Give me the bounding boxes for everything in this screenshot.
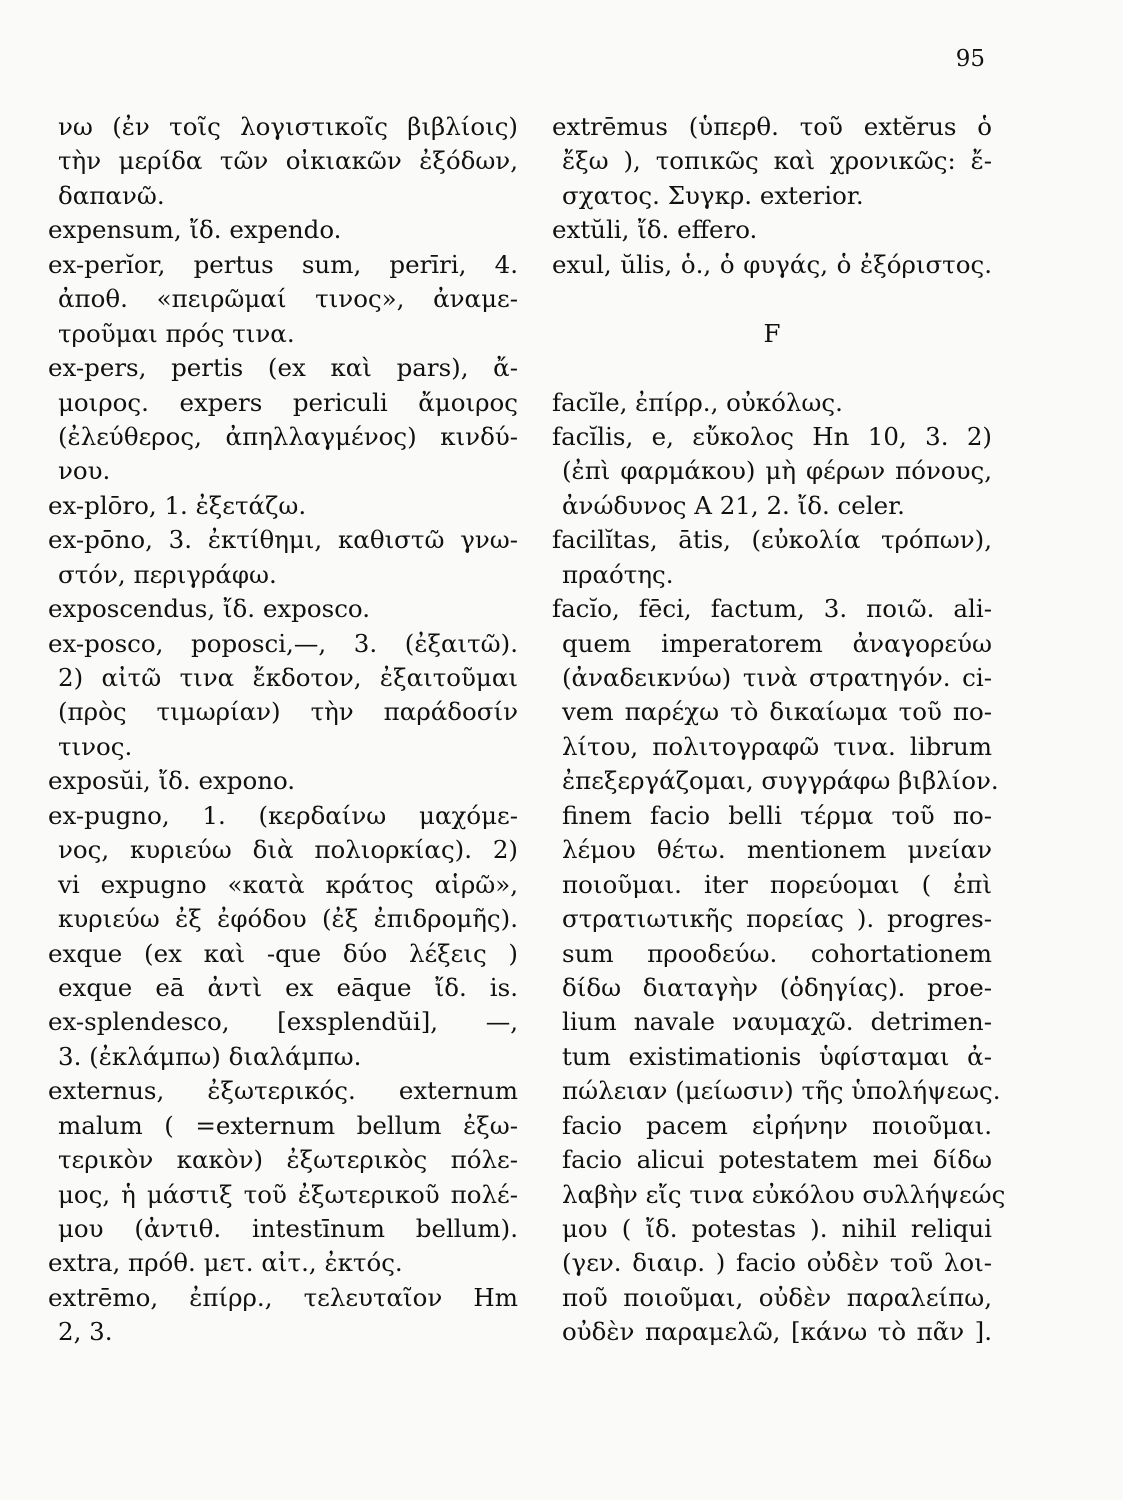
dictionary-line: extrēmo, ἐπίρρ., τελευταῖον Hm bbox=[48, 1282, 518, 1312]
dictionary-line: ex-splendesco, [exsplendŭi], —, bbox=[48, 1007, 518, 1037]
dictionary-line: σχατος. Συγκρ. exterior. bbox=[562, 180, 864, 210]
dictionary-line bbox=[552, 282, 992, 316]
dictionary-line: extra, πρόθ. μετ. αἰτ., ἐκτός. bbox=[48, 1248, 403, 1278]
left-column bbox=[48, 110, 518, 1350]
dictionary-line: vi expugno «κατὰ κράτος αἱρῶ», bbox=[58, 869, 518, 899]
dictionary-line: (γεν. διαιρ. ) facio οὐδὲν τοῦ λοι- bbox=[562, 1248, 992, 1278]
dictionary-line: ex-pugno, 1. (κερδαίνω μαχόμε- bbox=[48, 800, 518, 830]
dictionary-line: exposŭi, ἴδ. expono. bbox=[48, 766, 296, 796]
dictionary-line: ποῦ ποιοῦμαι, οὐδὲν παραλείπω, bbox=[562, 1282, 992, 1312]
dictionary-line: ἀνώδυνος A 21, 2. ἴδ. celer. bbox=[562, 490, 905, 520]
dictionary-line: τινος. bbox=[58, 731, 133, 761]
dictionary-line: ex-plōro, 1. ἐξετάζω. bbox=[48, 490, 307, 520]
dictionary-line: exposcendus, ἴδ. exposco. bbox=[48, 594, 371, 624]
dictionary-line: facĭlis, e, εὔκολος Hn 10, 3. 2) bbox=[552, 421, 992, 451]
dictionary-line: lium navale ναυμαχῶ. detrimen- bbox=[562, 1007, 992, 1037]
dictionary-line: κυριεύω ἐξ ἐφόδου (ἐξ ἐπιδρομῆς). bbox=[58, 904, 518, 934]
dictionary-line: μου ( ἴδ. potestas ). nihil reliqui bbox=[562, 1214, 992, 1243]
dictionary-line: μοιρος. expers periculi ἄμοιρος bbox=[58, 387, 518, 417]
dictionary-line: quem imperatorem ἀναγορεύω bbox=[562, 628, 992, 658]
dictionary-line: exul, ŭlis, ὁ., ὁ φυγάς, ὁ ἐξόριστος. bbox=[552, 249, 992, 279]
dictionary-line: λίτου, πολιτογραφῶ τινα. librum bbox=[562, 731, 992, 761]
dictionary-line: externus, ἐξωτερικός. externum bbox=[48, 1076, 518, 1106]
dictionary-line: facio pacem εἰρήνην ποιοῦμαι. bbox=[562, 1110, 992, 1140]
dictionary-line: στόν, περιγράφω. bbox=[58, 559, 277, 589]
dictionary-line: 3. (ἐκλάμπω) διαλάμπω. bbox=[58, 1041, 362, 1071]
dictionary-line: malum ( =externum bellum ἐξω- bbox=[58, 1110, 518, 1140]
dictionary-line: exque (ex καὶ -que δύο λέξεις ) bbox=[48, 938, 518, 968]
dictionary-line: τροῦμαι πρός τινα. bbox=[58, 318, 295, 348]
dictionary-line: sum προοδεύω. cohortationem bbox=[562, 938, 992, 968]
dictionary-line: ἀποθ. «πειρῶμαί τινος», ἀναμε- bbox=[58, 284, 518, 314]
right-column bbox=[552, 110, 1006, 1350]
dictionary-line: (ἐπὶ φαρμάκου) μὴ φέρων πόνους, bbox=[562, 456, 992, 486]
section-letter: F bbox=[763, 318, 781, 348]
dictionary-line: λαβὴν εἴς τινα εὐκόλου συλλήψεώς bbox=[562, 1179, 1006, 1209]
dictionary-line: facĭle, ἐπίρρ., οὐκόλως. bbox=[552, 387, 843, 417]
dictionary-line: δαπανῶ. bbox=[58, 180, 165, 210]
dictionary-line: exque eā ἀντὶ ex eāque ἴδ. is. bbox=[58, 972, 518, 1002]
dictionary-line: πώλειαν (μείωσιν) τῆς ὑπολήψεως. bbox=[562, 1076, 1001, 1106]
dictionary-line: δίδω διαταγὴν (ὁδηγίας). proe- bbox=[562, 972, 992, 1002]
dictionary-line: tum existimationis ὑφίσταμαι ἀ- bbox=[562, 1041, 992, 1071]
dictionary-line: νος, κυριεύω διὰ πολιορκίας). 2) bbox=[58, 835, 518, 865]
dictionary-line: στρατιωτικῆς πορείας ). progres- bbox=[562, 904, 992, 934]
dictionary-line: οὐδὲν παραμελῶ, [κάνω τὸ πᾶν ]. bbox=[562, 1317, 992, 1347]
dictionary-line: τερικὸν κακὸν) ἐξωτερικὸς πόλε- bbox=[58, 1145, 518, 1175]
dictionary-line: μου (ἀντιθ. intestīnum bellum). bbox=[58, 1214, 518, 1243]
dictionary-line: 2, 3. bbox=[58, 1317, 113, 1347]
dictionary-line: 2) αἰτῶ τινα ἔκδοτον, ἐξαιτοῦμαι bbox=[58, 663, 518, 692]
dictionary-line: finem facio belli τέρμα τοῦ πο- bbox=[562, 800, 992, 830]
dictionary-line: facio alicui potestatem mei δίδω bbox=[562, 1145, 992, 1175]
dictionary-line: facilĭtas, ātis, (εὐκολία τρόπων), bbox=[552, 525, 992, 555]
dictionary-line: (ἀναδεικνύω) τινὰ στρατηγόν. ci- bbox=[562, 663, 992, 692]
dictionary-line: ἔξω ), τοπικῶς καὶ χρονικῶς: ἔ- bbox=[562, 146, 992, 176]
dictionary-line: μος, ἡ μάστιξ τοῦ ἐξωτερικοῦ πολέ- bbox=[58, 1179, 518, 1209]
dictionary-line: ex-posco, poposci,—, 3. (ἐξαιτῶ). bbox=[48, 628, 518, 658]
dictionary-line: πραότης. bbox=[562, 559, 674, 589]
dictionary-line bbox=[552, 351, 992, 385]
dictionary-line: ποιοῦμαι. iter πορεύομαι ( ἐπὶ bbox=[562, 869, 992, 899]
dictionary-line: ex-pers, pertis (ex καὶ pars), ἄ- bbox=[48, 353, 518, 383]
dictionary-line: facĭo, fēci, factum, 3. ποιῶ. ali- bbox=[552, 594, 992, 624]
page-number: 95 bbox=[955, 46, 985, 72]
dictionary-line: νω (ἐν τοῖς λογιστικοῖς βιβλίοις) bbox=[58, 112, 518, 141]
dictionary-line: vem παρέχω τὸ δικαίωμα τοῦ πο- bbox=[562, 697, 992, 727]
dictionary-line: expensum, ἴδ. expendo. bbox=[48, 215, 342, 245]
dictionary-line: extŭli, ἴδ. effero. bbox=[552, 215, 758, 245]
dictionary-line: ex-perĭor, pertus sum, perīri, 4. bbox=[48, 249, 518, 279]
dictionary-line: (πρὸς τιμωρίαν) τὴν παράδοσίν bbox=[58, 697, 518, 727]
dictionary-line: λέμου θέτω. mentionem μνείαν bbox=[562, 835, 992, 865]
dictionary-line: extrēmus (ὑπερθ. τοῦ extĕrus ὁ bbox=[552, 112, 992, 141]
dictionary-line: (ἐλεύθερος, ἀπηλλαγμένος) κινδύ- bbox=[58, 421, 518, 451]
dictionary-line: τὴν μερίδα τῶν οἰκιακῶν ἐξόδων, bbox=[58, 146, 518, 176]
dictionary-line: ex-pōno, 3. ἐκτίθημι, καθιστῶ γνω- bbox=[48, 525, 518, 555]
dictionary-line: νου. bbox=[58, 456, 111, 486]
dictionary-line: ἐπεξεργάζομαι, συγγράφω βιβλίον. bbox=[562, 766, 999, 796]
